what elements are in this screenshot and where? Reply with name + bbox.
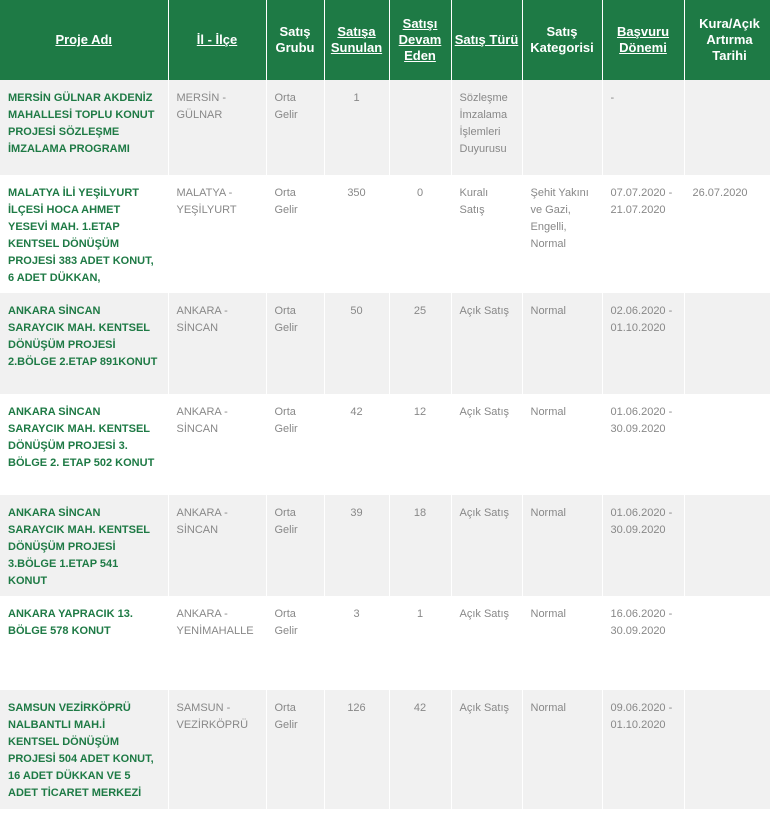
sales-type-cell: Açık Satış: [451, 394, 522, 495]
col-header-offered[interactable]: Satışa Sunulan: [324, 0, 389, 80]
application-period-cell: -: [602, 80, 684, 175]
header-row: [0, 0, 770, 80]
project-name-cell[interactable]: ANKARA YAPRACIK 13. BÖLGE 578 KONUT: [0, 596, 168, 690]
sales-category-cell: Normal: [522, 293, 602, 394]
application-period-cell: 07.07.2020 - 21.07.2020: [602, 175, 684, 293]
project-name-cell[interactable]: ANKARA SİNCAN SARAYCIK MAH. KENTSEL DÖNÜŞÜM PROJESİ 3. BÖLGE 2. ETAP 502 KONUT: [0, 394, 168, 495]
col-header-continuing[interactable]: Satışı Devam Eden: [389, 0, 451, 80]
lottery-date-cell: [684, 690, 770, 809]
continuing-count-cell: 0: [389, 175, 451, 293]
sales-category-cell: Şehit Yakını ve Gazi, Engelli, Normal: [522, 175, 602, 293]
continuing-count-cell: [389, 80, 451, 175]
lottery-date-cell: [684, 394, 770, 495]
sales-type-cell: Açık Satış: [451, 495, 522, 596]
offered-count-cell: 50: [324, 293, 389, 394]
col-header-application-period[interactable]: Başvuru Dönemi: [602, 0, 684, 80]
project-name-cell[interactable]: SAMSUN VEZİRKÖPRÜ NALBANTLI MAH.İ KENTSEL DÖNÜŞÜM PROJESİ 504 ADET KONUT, 16 ADET DÜKKAN VE 5 ADET TİCARET MERKEZİ: [0, 690, 168, 809]
application-period-cell: 02.06.2020 - 01.10.2020: [602, 293, 684, 394]
continuing-count-cell: 1: [389, 596, 451, 690]
col-header-sales-group: Satış Grubu: [266, 0, 324, 80]
offered-count-cell: 126: [324, 690, 389, 809]
sales-group-cell: Orta Gelir: [266, 596, 324, 690]
lottery-date-cell: [684, 495, 770, 596]
project-name-cell[interactable]: MALATYA İLİ YEŞİLYURT İLÇESİ HOCA AHMET YESEVİ MAH. 1.ETAP KENTSEL DÖNÜŞÜM PROJESİ 383 ADET KONUT, 6 ADET DÜKKAN,: [0, 175, 168, 293]
continuing-count-cell: 12: [389, 394, 451, 495]
continuing-count-cell: 18: [389, 495, 451, 596]
col-header-lottery-date: Kura/Açık Artırma Tarihi: [684, 0, 770, 80]
sales-type-cell: Açık Satış: [451, 690, 522, 809]
offered-count-cell: 3: [324, 596, 389, 690]
sales-category-cell: Normal: [522, 596, 602, 690]
col-header-location[interactable]: İl - İlçe: [168, 0, 266, 80]
sales-type-cell: Kuralı Satış: [451, 175, 522, 293]
sales-category-cell: [522, 80, 602, 175]
sales-category-cell: Normal: [522, 394, 602, 495]
table-row: [0, 596, 770, 690]
sales-group-cell: Orta Gelir: [266, 394, 324, 495]
col-header-sales-category: Satış Kategorisi: [522, 0, 602, 80]
offered-count-cell: 39: [324, 495, 389, 596]
sales-type-cell: Açık Satış: [451, 293, 522, 394]
application-period-cell: 01.06.2020 - 30.09.2020: [602, 394, 684, 495]
lottery-date-cell: [684, 293, 770, 394]
offered-count-cell: 42: [324, 394, 389, 495]
project-name-cell[interactable]: ANKARA SİNCAN SARAYCIK MAH. KENTSEL DÖNÜŞÜM PROJESİ 2.BÖLGE 2.ETAP 891KONUT: [0, 293, 168, 394]
project-name-cell[interactable]: ANKARA SİNCAN SARAYCIK MAH. KENTSEL DÖNÜŞÜM PROJESİ 3.BÖLGE 1.ETAP 541 KONUT: [0, 495, 168, 596]
sales-group-cell: Orta Gelir: [266, 495, 324, 596]
sales-group-cell: Orta Gelir: [266, 293, 324, 394]
lottery-date-cell: 26.07.2020: [684, 175, 770, 293]
sales-group-cell: Orta Gelir: [266, 80, 324, 175]
table-row: [0, 394, 770, 495]
project-name-cell[interactable]: MERSİN GÜLNAR AKDENİZ MAHALLESİ TOPLU KONUT PROJESİ SÖZLEŞME İMZALAMA PROGRAMI: [0, 80, 168, 175]
lottery-date-cell: [684, 596, 770, 690]
table-row: [0, 80, 770, 175]
table-row: [0, 690, 770, 809]
col-header-project-name[interactable]: Proje Adı: [0, 0, 168, 80]
application-period-cell: 01.06.2020 - 30.09.2020: [602, 495, 684, 596]
table-row: [0, 293, 770, 394]
location-cell: MALATYA - YEŞİLYURT: [168, 175, 266, 293]
sales-type-cell: Sözleşme İmzalama İşlemleri Duyurusu: [451, 80, 522, 175]
location-cell: SAMSUN - VEZİRKÖPRÜ: [168, 690, 266, 809]
col-header-sales-type[interactable]: Satış Türü: [451, 0, 522, 80]
continuing-count-cell: 25: [389, 293, 451, 394]
lottery-date-cell: [684, 80, 770, 175]
location-cell: ANKARA - SİNCAN: [168, 394, 266, 495]
table-row: [0, 175, 770, 293]
sales-category-cell: Normal: [522, 690, 602, 809]
sales-type-cell: Açık Satış: [451, 596, 522, 690]
continuing-count-cell: 42: [389, 690, 451, 809]
location-cell: MERSİN - GÜLNAR: [168, 80, 266, 175]
location-cell: ANKARA - SİNCAN: [168, 293, 266, 394]
sales-group-cell: Orta Gelir: [266, 175, 324, 293]
sales-group-cell: Orta Gelir: [266, 690, 324, 809]
location-cell: ANKARA - YENİMAHALLE: [168, 596, 266, 690]
sales-category-cell: Normal: [522, 495, 602, 596]
table-row: [0, 495, 770, 596]
application-period-cell: 16.06.2020 - 30.09.2020: [602, 596, 684, 690]
offered-count-cell: 350: [324, 175, 389, 293]
location-cell: ANKARA - SİNCAN: [168, 495, 266, 596]
offered-count-cell: 1: [324, 80, 389, 175]
application-period-cell: 09.06.2020 - 01.10.2020: [602, 690, 684, 809]
